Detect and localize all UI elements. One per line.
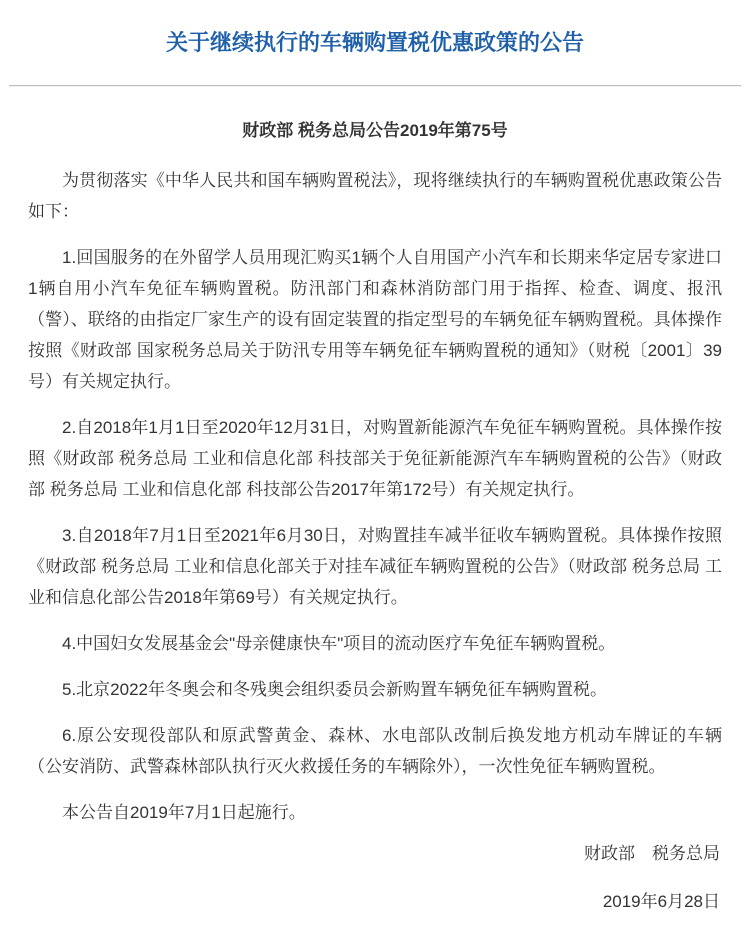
issue-date: 2019年6月28日 [602, 891, 720, 911]
document-number: 财政部 税务总局公告2019年第75号 [242, 120, 508, 140]
body-paragraph-item-4: 4.中国妇女发展基金会"母亲健康快车"项目的流动医疗车免征车辆购置税。 [62, 633, 616, 653]
body-paragraph-item-1: 1.回国服务的在外留学人员用现汇购买1辆个人自用国产小汽车和长期来华定居专家进口1辆自用小汽车免征车辆购置税。防汛部门和森林消防部门用于指挥、检查、调度、报汛（警）、联络的由指定厂家生产的设有固定装置的指定型号的车辆免征车辆购置税。具体操作按照《财政部 国家税务总局关于防汛专用等车辆免征车辆购置税的通知》（财税〔2001〕39号）有关规定执行。 [28, 247, 722, 391]
page-title: 关于继续执行的车辆购置税优惠政策的公告 [165, 29, 584, 55]
title-divider [9, 85, 741, 87]
body-paragraph-item-6: 6.原公安现役部队和原武警黄金、森林、水电部队改制后换发地方机动车牌证的车辆（公安消防、武警森林部队执行灭火救援任务的车辆除外），一次性免征车辆购置税。 [28, 725, 722, 776]
body-paragraph-effective-date: 本公告自2019年7月1日起施行。 [62, 802, 306, 822]
signature-block [0, 843, 750, 937]
body-paragraph-intro: 为贯彻落实《中华人民共和国车辆购置税法》，现将继续执行的车辆购置税优惠政策公告如下： [28, 170, 722, 221]
issuing-authority-signature: 财政部 税务总局 [584, 843, 720, 863]
document-body [0, 142, 750, 828]
announcement-document [0, 15, 750, 937]
body-paragraph-item-5: 5.北京2022年冬奥会和冬残奥会组织委员会新购置车辆免征车辆购置税。 [62, 679, 607, 699]
body-paragraph-item-2: 2.自2018年1月1日至2020年12月31日，对购置新能源汽车免征车辆购置税。具体操作按照《财政部 税务总局 工业和信息化部 科技部关于免征新能源汽车车辆购置税的公告》（财政部 税务总局 工业和信息化部 科技部公告2017年第172号）有关规定执行。 [28, 417, 722, 499]
body-paragraph-item-3: 3.自2018年7月1日至2021年6月30日，对购置挂车减半征收车辆购置税。具体操作按照《财政部 税务总局 工业和信息化部关于对挂车减征车辆购置税的公告》（财政部 税务总局 工业和信息化部公告2018年第69号）有关规定执行。 [28, 525, 722, 607]
